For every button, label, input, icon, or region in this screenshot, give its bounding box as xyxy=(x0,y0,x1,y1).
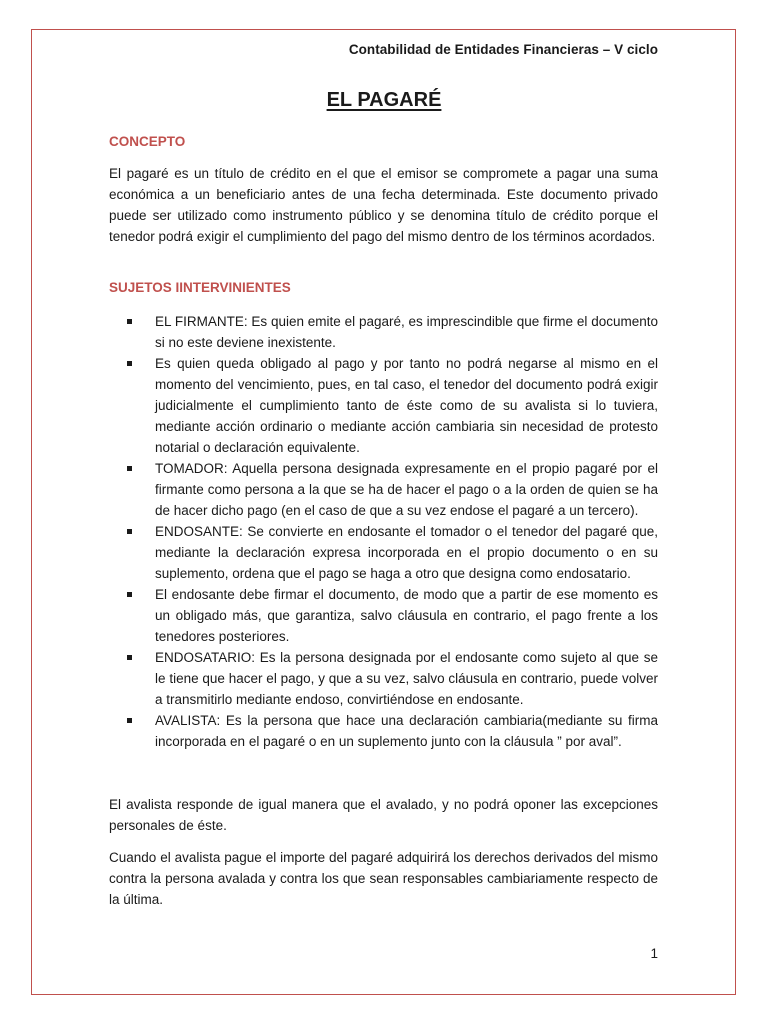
list-item-text: EL FIRMANTE: Es quien emite el pagaré, es imprescindible que firme el documento si no este deviene inexistente. xyxy=(155,314,658,350)
bullet-square-icon xyxy=(127,655,132,660)
bullet-square-icon xyxy=(127,592,132,597)
list-item xyxy=(127,710,658,752)
list-item-text: TOMADOR: Aquella persona designada expresamente en el propio pagaré por el firmante como persona a la que se ha de hacer el pago o a la orden de quien se ha de hacer dicho pago (en el caso de que a su vez endose el pagaré a un tercero). xyxy=(155,461,658,518)
list-item xyxy=(127,584,658,647)
page-header: Contabilidad de Entidades Financieras – V ciclo xyxy=(348,42,658,57)
bullet-square-icon xyxy=(127,361,132,366)
section-heading-concepto: CONCEPTO xyxy=(109,134,186,149)
bullet-square-icon xyxy=(127,466,132,471)
list-item-text: AVALISTA: Es la persona que hace una declaración cambiaria(mediante su firma incorporada en el pagaré o en un suplemento junto con la cláusula ” por aval”. xyxy=(155,713,658,749)
list-item xyxy=(127,311,658,353)
page-number: 1 xyxy=(650,946,658,961)
avalista-pague-paragraph: Cuando el avalista pague el importe del pagaré adquirirá los derechos derivados del mismo contra la persona avalada y contra los que sean responsables cambiariamente respecto de la última. xyxy=(109,850,658,907)
list-item-text: ENDOSATARIO: Es la persona designada por el endosante como sujeto al que se le tiene que hacer el pago, y que a su vez, salvo cláusula en contrario, puede volver a transmitirlo mediante endoso, convirtiéndose en endosante. xyxy=(155,650,658,707)
bullet-square-icon xyxy=(127,319,132,324)
list-item xyxy=(127,521,658,584)
list-item-text: Es quien queda obligado al pago y por tanto no podrá negarse al mismo en el momento del vencimiento, pues, en tal caso, el tenedor del documento podrá exigir judicialmente el cumplimiento tanto de éste como de su avalista si lo tuviera, mediante acción ordinario o mediante acción cambiaria sin necesidad de protesto notarial o declaración equivalente. xyxy=(155,356,658,455)
section-heading-sujetos: SUJETOS IINTERVINIENTES xyxy=(109,280,291,295)
list-item xyxy=(127,458,658,521)
list-item xyxy=(127,647,658,710)
list-item-text: ENDOSANTE: Se convierte en endosante el tomador o el tenedor del pagaré que, mediante la declaración expresa incorporada en el propio documento o en su suplemento, ordena que el pago se haga a otro que designa como endosatario. xyxy=(155,524,658,581)
sujetos-list xyxy=(127,311,658,752)
bullet-square-icon xyxy=(127,529,132,534)
bullet-square-icon xyxy=(127,718,132,723)
list-item xyxy=(127,353,658,458)
document-title: EL PAGARÉ xyxy=(326,89,442,111)
list-item-text: El endosante debe firmar el documento, de modo que a partir de ese momento es un obligado más, que garantiza, salvo cláusula en contrario, el pago frente a los tenedores posteriores. xyxy=(155,587,658,644)
concepto-paragraph: El pagaré es un título de crédito en el que el emisor se compromete a pagar una suma económica a un beneficiario antes de una fecha determinada. Este documento privado puede ser utilizado como instrumento público y se denomina título de crédito porque el tenedor podrá exigir el cumplimiento del pago del mismo dentro de los términos acordados. xyxy=(109,166,658,244)
avalista-responde-paragraph: El avalista responde de igual manera que el avalado, y no podrá oponer las excepciones personales de éste. xyxy=(109,797,658,833)
